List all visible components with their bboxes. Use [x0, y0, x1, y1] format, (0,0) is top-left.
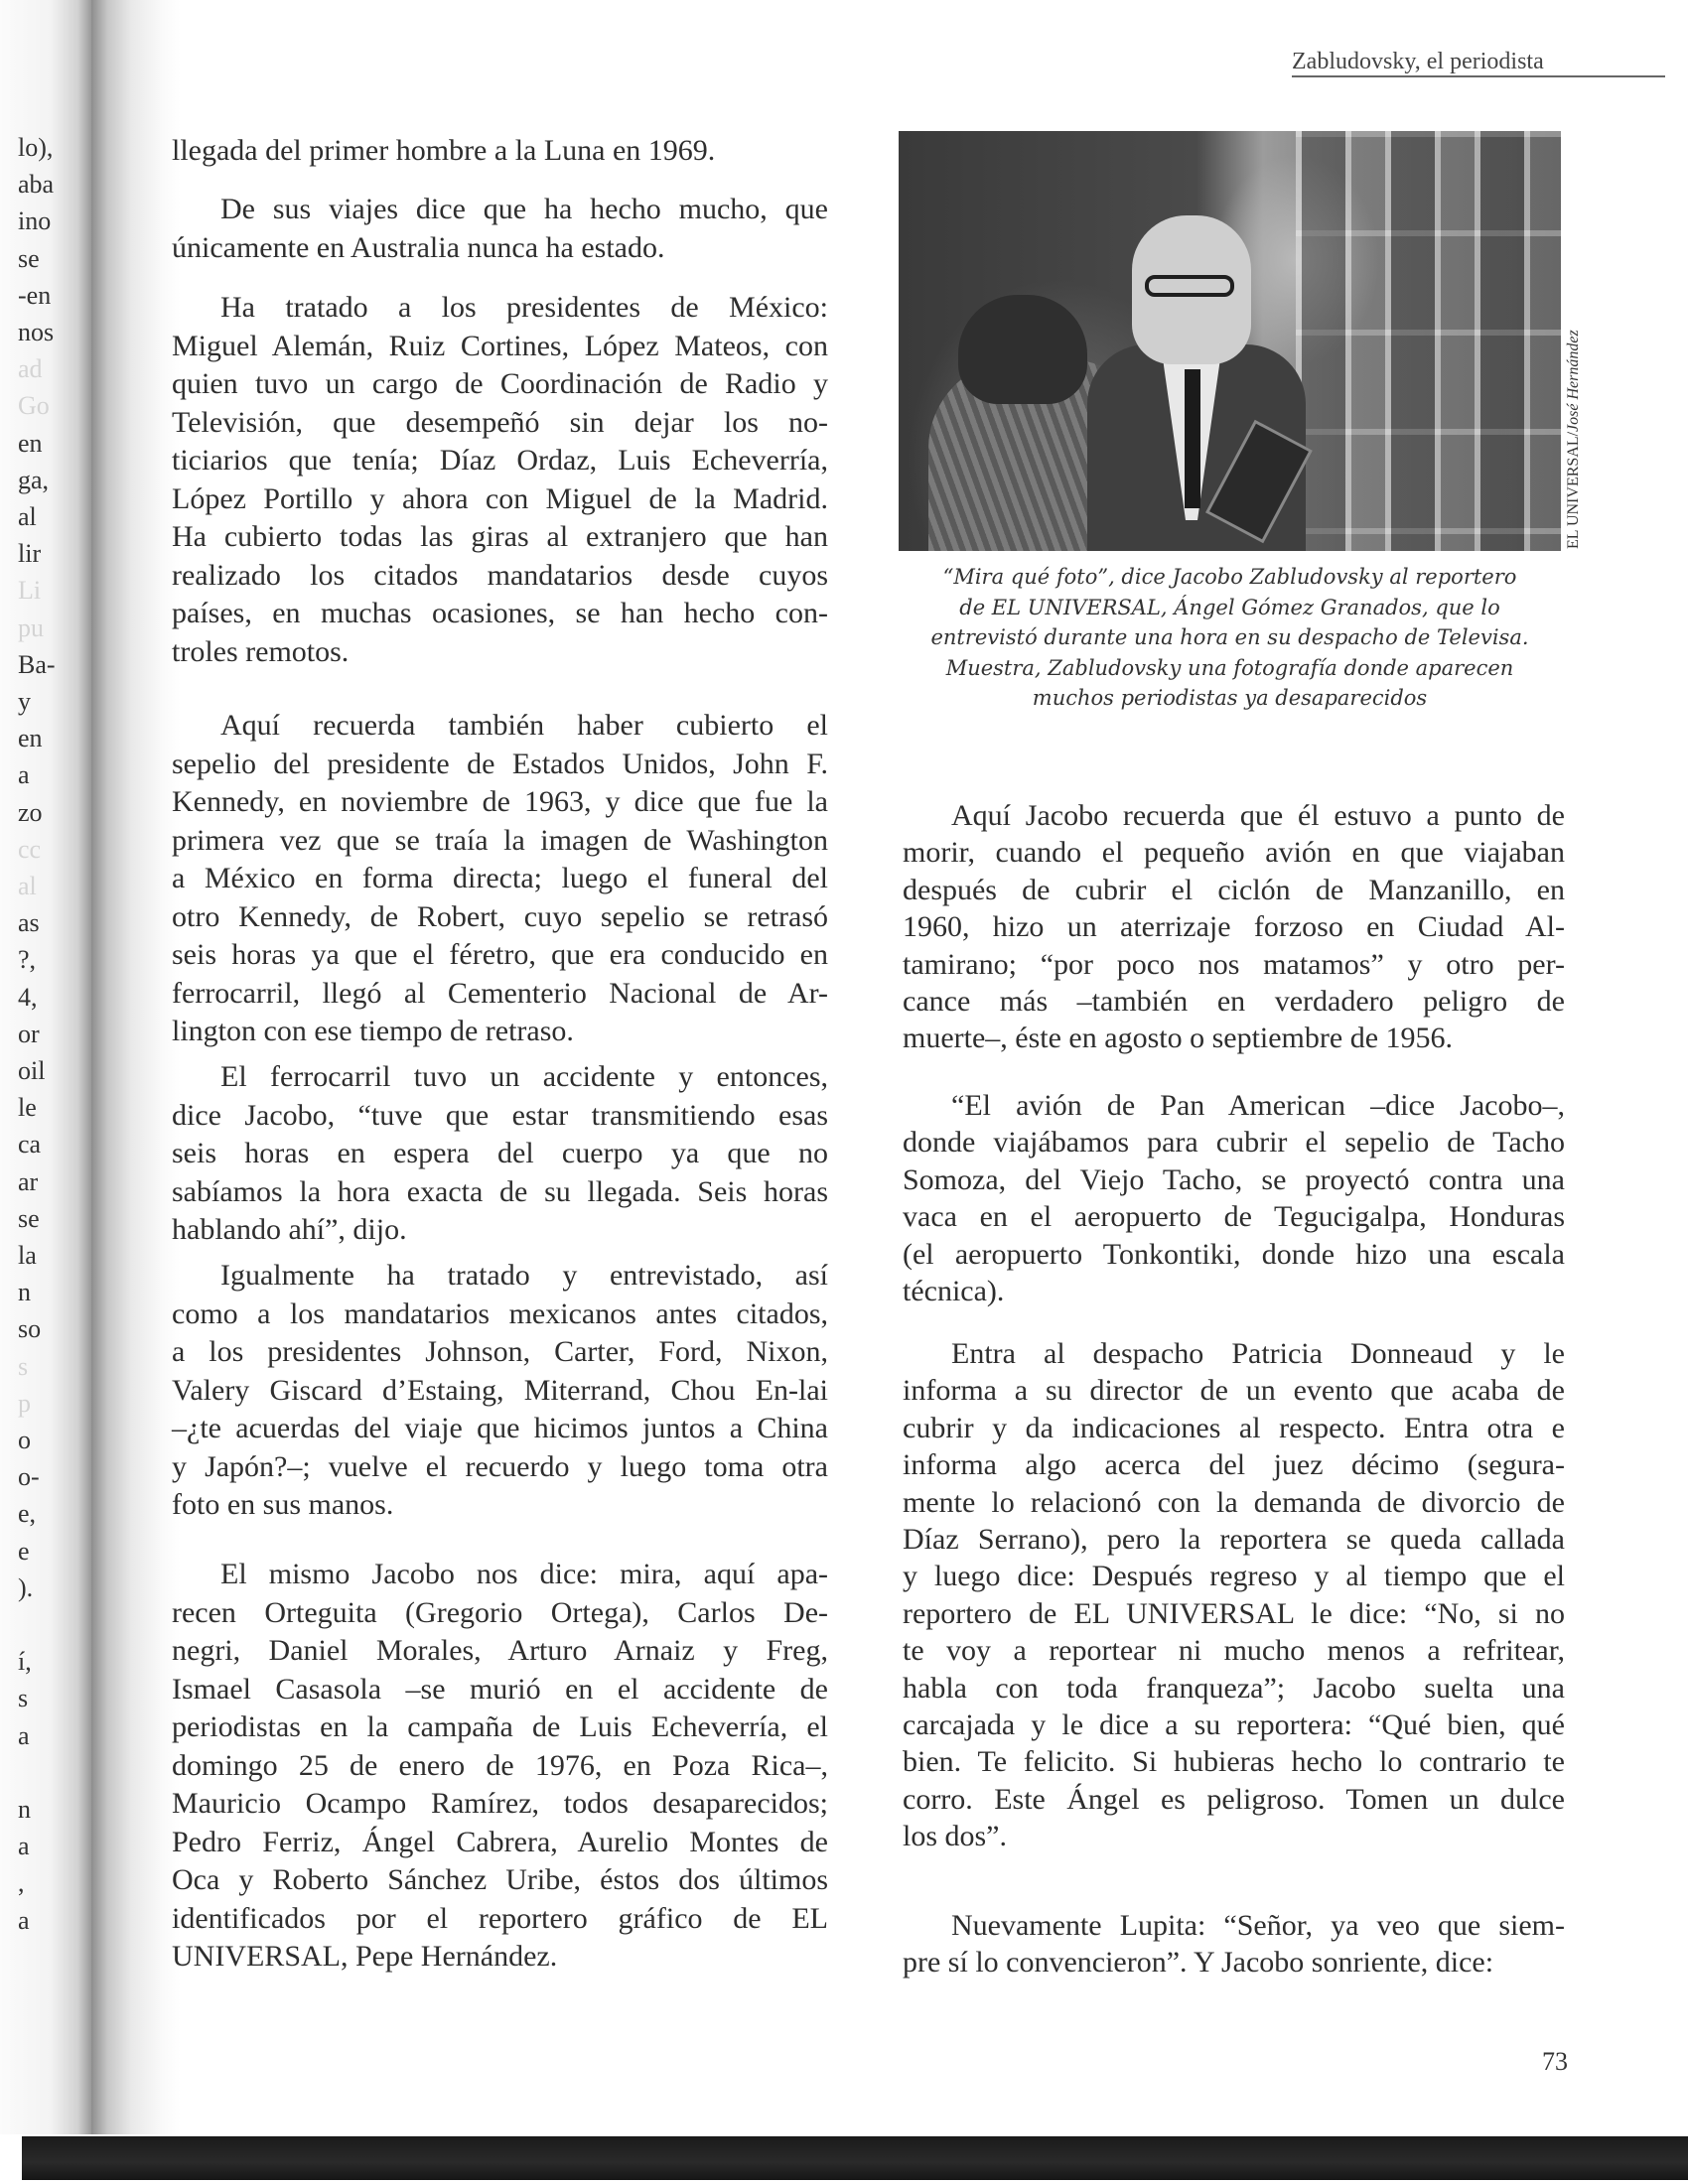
text-line: UNIVERSAL, Pepe Hernández.	[172, 1940, 558, 1973]
previous-page-fragment: aba	[18, 170, 55, 200]
text-line: carcajada y le dice a su reportera: “Qué bien, qué	[903, 1707, 1565, 1741]
text-line: ticiarios que tenía; Díaz Ordaz, Luis Echeverría,	[172, 444, 828, 477]
text-line: bien. Te felicito. Si hubieras hecho lo contrario te	[903, 1745, 1565, 1779]
text-line: Somoza, del Viejo Tacho, se proyectó contra una	[903, 1162, 1565, 1196]
previous-page-fragment: s	[18, 1684, 29, 1713]
caption-line: “Mira qué foto”, dice Jacobo Zabludovsky al reportero	[942, 565, 1517, 589]
text-line: habla con toda franqueza”; Jacobo suelta una	[903, 1671, 1565, 1705]
text-line: cubrir y da indicaciones al respecto. Entra otra e	[903, 1411, 1565, 1444]
previous-page-fragment: en	[18, 724, 43, 753]
previous-page-fragment: e	[18, 1536, 30, 1566]
previous-page-fragment: ?,	[18, 945, 37, 975]
text-line: técnica).	[903, 1274, 1005, 1307]
text-line: corro. Este Ángel es peligroso. Tomen un dulce	[903, 1782, 1565, 1816]
text-line: informa a su director de un evento que acaba de	[903, 1374, 1565, 1408]
previous-page-fragment: oil	[18, 1056, 46, 1085]
text-line: pre sí lo convencieron”. Y Jacobo sonriente, dice:	[903, 1946, 1494, 1979]
text-line: “El avión de Pan American –dice Jacobo–,	[951, 1089, 1565, 1122]
text-line: negri, Daniel Morales, Arturo Arnaiz y Freg,	[172, 1634, 828, 1667]
previous-page-fragment: ino	[18, 206, 52, 236]
caption-line: muchos periodistas ya desaparecidos	[1032, 686, 1428, 710]
text-line: troles remotos.	[172, 634, 350, 668]
previous-page-fragment: lo),	[18, 133, 54, 162]
caption-line: Muestra, Zabludovsky una fotografía donde aparecen	[945, 655, 1514, 680]
text-line: Televisión, que desempeñó sin dejar los no-	[172, 405, 828, 439]
previous-page-fragment: a	[18, 1832, 30, 1861]
previous-page-fragment: lir	[18, 539, 42, 569]
previous-page-fragment: y	[18, 687, 31, 716]
text-line: Kennedy, en noviembre de 1963, y dice que fue la	[172, 785, 828, 818]
paragraph	[172, 707, 828, 1051]
text-line: Mauricio Ocampo Ramírez, todos desaparecidos;	[172, 1787, 828, 1820]
previous-page-fragment: a	[18, 760, 30, 790]
previous-page-fragment: p	[18, 1388, 31, 1418]
previous-page-fragment: or	[18, 1019, 40, 1048]
photo-credit-publication: EL UNIVERSAL/	[1565, 431, 1582, 549]
previous-page-fragment: al	[18, 872, 37, 900]
paragraph	[172, 132, 828, 171]
book-gutter-shadow	[91, 0, 181, 2134]
text-line: El mismo Jacobo nos dice: mira, aquí apa-	[220, 1558, 828, 1590]
text-line: periodistas en la campaña de Luis Echeverría, el	[172, 1710, 828, 1743]
previous-page-fragment: í,	[18, 1647, 32, 1677]
previous-page-fragment: 4,	[18, 982, 38, 1012]
photograph	[899, 131, 1561, 551]
text-line: seis horas ya que el féretro, que era conducido en	[172, 938, 828, 971]
text-line: Valery Giscard d’Estaing, Miterrand, Chou En-lai	[172, 1373, 828, 1407]
photo-wall-frames	[1296, 131, 1561, 551]
photo-glasses	[1145, 275, 1234, 297]
previous-page-fragment: as	[18, 908, 40, 938]
previous-page-fragment: ,	[18, 1868, 25, 1898]
text-line: domingo 25 de enero de 1976, en Poza Rica–,	[172, 1748, 828, 1782]
paragraph	[903, 1335, 1565, 1854]
text-line: muerte–, éste en agosto o septiembre de 1956.	[903, 1022, 1454, 1055]
text-line: –¿te acuerdas del viaje que hicimos juntos a China	[172, 1412, 828, 1444]
text-line: mente lo relacionó con la demanda de divorcio de	[903, 1485, 1565, 1519]
previous-page-fragment: ad	[18, 354, 43, 384]
text-line: Pedro Ferriz, Ángel Cabrera, Aurelio Montes de	[172, 1825, 828, 1858]
previous-page-fragment: se	[18, 243, 40, 273]
text-line: países, en muchas ocasiones, se han hecho con-	[172, 597, 828, 629]
previous-page-fragment: ga,	[18, 465, 50, 494]
text-line: Ha cubierto todas las giras al extranjero que han	[172, 520, 828, 553]
text-line: cance más –también en verdadero peligro de	[903, 984, 1565, 1018]
previous-page-fragment: zo	[18, 797, 43, 827]
text-line: Aquí Jacobo recuerda que él estuvo a punto de	[951, 799, 1565, 832]
text-line: recen Orteguita (Gregorio Ortega), Carlos De-	[172, 1595, 828, 1629]
text-line: Ha tratado a los presidentes de México:	[220, 291, 828, 324]
previous-page-fragment: ).	[18, 1572, 34, 1602]
text-line: y luego dice: Después regreso y al tiempo que el	[903, 1560, 1565, 1593]
previous-page-fragment: Go	[18, 391, 50, 421]
previous-page-fragment: -en	[18, 280, 52, 310]
caption-line: entrevistó durante una hora en su despacho de Televisa.	[930, 625, 1529, 649]
photo-credit	[1565, 316, 1583, 549]
text-line: (el aeropuerto Tonkontiki, donde hizo una escala	[903, 1237, 1565, 1271]
text-line: dice Jacobo, “tuve que estar transmitiendo esas	[172, 1098, 828, 1132]
previous-page-fragment: al	[18, 502, 37, 531]
photo-credit-photographer: José Hernández	[1565, 330, 1582, 432]
paragraph	[172, 191, 828, 267]
previous-page-fragment: ca	[18, 1130, 42, 1160]
text-line: Aquí recuerda también haber cubierto el	[220, 709, 828, 742]
paragraph	[172, 1058, 828, 1250]
text-line: donde viajábamos para cubrir el sepelio de Tacho	[903, 1126, 1565, 1160]
caption-line: de EL UNIVERSAL, Ángel Gómez Granados, que lo	[959, 595, 1500, 619]
text-line: tamirano; “por poco nos matamos” y otro per-	[903, 947, 1565, 981]
previous-page-fragment: a	[18, 1720, 30, 1750]
text-line: foto en sus manos.	[172, 1488, 394, 1521]
photo-reporter-head	[958, 295, 1087, 404]
paragraph	[903, 1907, 1565, 1981]
text-line: El ferrocarril tuvo un accidente y entonces,	[220, 1060, 828, 1093]
text-line: te voy a reportear ni mucho menos a refritear,	[903, 1634, 1565, 1668]
text-line: los dos”.	[903, 1820, 1007, 1853]
running-head: Zabludovsky, el periodista	[1292, 48, 1665, 77]
paragraph	[903, 797, 1565, 1057]
text-line: lington con ese tiempo de retraso.	[172, 1015, 574, 1047]
text-line: hablando ahí”, dijo.	[172, 1213, 407, 1246]
text-line: vaca en el aeropuerto de Tegucigalpa, Honduras	[903, 1200, 1565, 1234]
text-line: Oca y Roberto Sánchez Uribe, éstos dos últimos	[172, 1863, 828, 1896]
text-line: primera vez que se traía la imagen de Washington	[172, 823, 828, 857]
text-line: 1960, hizo un aterrizaje forzoso en Ciudad Al-	[903, 910, 1565, 944]
text-line: únicamente en Australia nunca ha estado.	[172, 230, 665, 264]
text-line: como a los mandatarios mexicanos antes citados,	[172, 1297, 828, 1330]
previous-page-fragment: s	[18, 1351, 29, 1381]
text-line: De sus viajes dice que ha hecho mucho, que	[220, 193, 828, 225]
text-line: sabíamos la hora exacta de su llegada. Seis horas	[172, 1174, 828, 1208]
previous-page-fragment: n	[18, 1795, 31, 1824]
text-line: a los presidentes Johnson, Carter, Ford, Nixon,	[172, 1335, 828, 1368]
previous-page-fragment: Li	[18, 576, 42, 606]
scanner-bottom-shadow	[22, 2136, 1688, 2180]
text-line: después de cubrir el ciclón de Manzanillo, en	[903, 873, 1565, 906]
text-line: y Japón?–; vuelve el recuerdo y luego toma otra	[172, 1449, 828, 1483]
text-line: ferrocarril, llegó al Cementerio Nacional de Ar-	[172, 976, 828, 1010]
paragraph	[172, 289, 828, 671]
photo-caption	[899, 562, 1561, 714]
previous-page-fragment: cc	[18, 834, 42, 864]
text-line: Igualmente ha tratado y entrevistado, así	[220, 1259, 828, 1292]
text-line: sepelio del presidente de Estados Unidos, John F.	[172, 747, 828, 780]
previous-page-fragment: ar	[18, 1166, 39, 1196]
text-line: a México en forma directa; luego el funeral del	[172, 862, 828, 894]
previous-page-fragment: nos	[18, 318, 55, 346]
previous-page-fragment: la	[18, 1241, 37, 1270]
previous-page-fragment: o-	[18, 1462, 40, 1492]
text-line: informa algo acerca del juez décimo (segura-	[903, 1448, 1565, 1482]
previous-page-fragment: en	[18, 428, 43, 458]
paragraph	[903, 1087, 1565, 1309]
text-line: quien tuvo un cargo de Coordinación de Radio y	[172, 367, 828, 400]
text-line: identificados por el reportero gráfico de EL	[172, 1901, 828, 1935]
previous-page-fragment: so	[18, 1314, 42, 1344]
text-line: López Portillo y ahora con Miguel de la Madrid.	[172, 481, 828, 515]
previous-page-fragment: e,	[18, 1499, 37, 1529]
text-line: Nuevamente Lupita: “Señor, ya veo que siem-	[951, 1909, 1565, 1942]
text-line: Ismael Casasola –se murió en el accidente de	[172, 1672, 828, 1706]
previous-page-fragment: a	[18, 1905, 30, 1935]
text-line: otro Kennedy, de Robert, cuyo sepelio se retrasó	[172, 899, 828, 933]
text-line: Miguel Alemán, Ruiz Cortines, López Mateos, con	[172, 329, 828, 362]
photo-man-tie	[1185, 369, 1200, 508]
text-line: llegada del primer hombre a la Luna en 1969.	[172, 134, 716, 167]
paragraph	[172, 1257, 828, 1525]
text-line: Díaz Serrano), pero la reportera se queda callada	[903, 1522, 1565, 1556]
paragraph	[172, 1556, 828, 1977]
text-line: morir, cuando el pequeño avión en que viajaban	[903, 836, 1565, 870]
previous-page-fragment: n	[18, 1278, 31, 1307]
text-line: Entra al despacho Patricia Donneaud y le	[951, 1337, 1565, 1370]
text-line: realizado los citados mandatarios desde cuyos	[172, 558, 828, 592]
text-line: reportero de EL UNIVERSAL le dice: “No, si no	[903, 1596, 1565, 1630]
page-number: 73	[1542, 2047, 1568, 2076]
previous-page-fragment: o	[18, 1426, 31, 1454]
previous-page-fragment: se	[18, 1203, 40, 1233]
previous-page-fragment: pu	[18, 613, 44, 642]
text-line: seis horas en espera del cuerpo ya que no	[172, 1137, 828, 1169]
previous-page-fragment: Ba-	[18, 649, 56, 679]
previous-page-fragment: le	[18, 1093, 37, 1123]
